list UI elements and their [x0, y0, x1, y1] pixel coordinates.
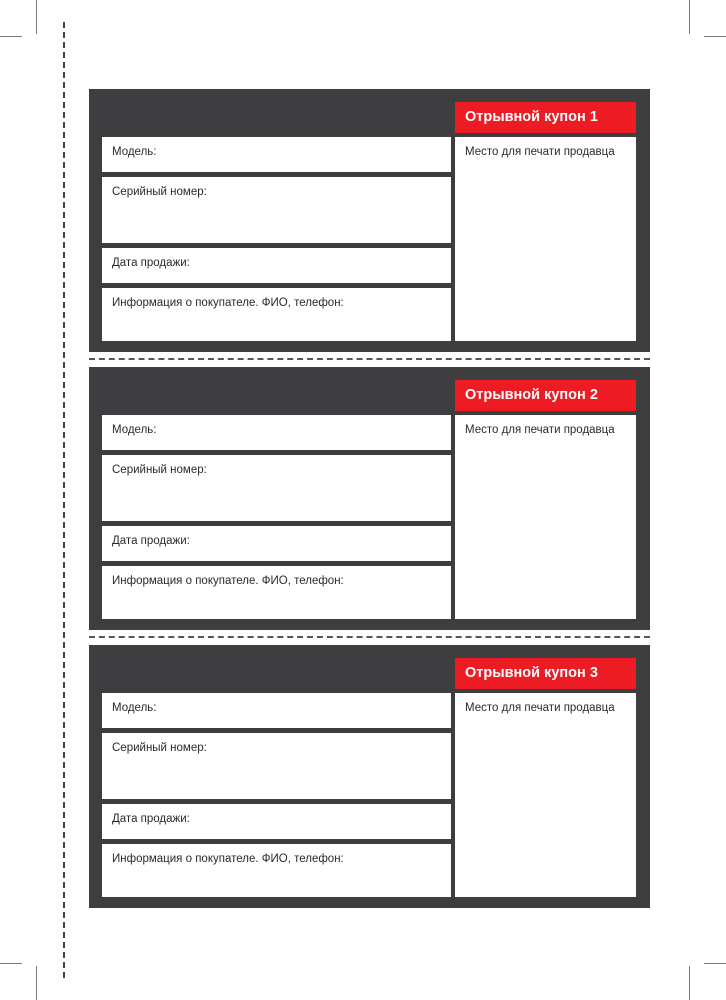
coupon-title: Отрывной купон 1 — [455, 102, 636, 133]
sale-date-field[interactable]: Дата продажи: — [102, 804, 451, 839]
cut-line-1 — [89, 358, 650, 360]
coupon-2 — [89, 367, 650, 630]
crop-mark-top-left-horizontal — [0, 36, 22, 37]
serial-number-field[interactable]: Серийный номер: — [102, 177, 451, 243]
crop-mark-bottom-left-vertical — [36, 966, 37, 1000]
crop-mark-top-right-horizontal — [704, 36, 726, 37]
sale-date-field[interactable]: Дата продажи: — [102, 526, 451, 561]
buyer-info-field[interactable]: Информация о покупателе. ФИО, телефон: — [102, 288, 451, 341]
coupon-3 — [89, 645, 650, 908]
model-field[interactable]: Модель: — [102, 415, 451, 450]
crop-mark-top-left-vertical — [36, 0, 37, 34]
model-field[interactable]: Модель: — [102, 137, 451, 172]
serial-number-field[interactable]: Серийный номер: — [102, 455, 451, 521]
crop-mark-top-right-vertical — [689, 0, 690, 34]
serial-number-field[interactable]: Серийный номер: — [102, 733, 451, 799]
coupon-title: Отрывной купон 3 — [455, 658, 636, 689]
seller-stamp-area: Место для печати продавца — [455, 415, 636, 619]
seller-stamp-area: Место для печати продавца — [455, 137, 636, 341]
seller-stamp-area: Место для печати продавца — [455, 693, 636, 897]
crop-mark-bottom-right-horizontal — [704, 963, 726, 964]
crop-mark-bottom-left-horizontal — [0, 963, 22, 964]
buyer-info-field[interactable]: Информация о покупателе. ФИО, телефон: — [102, 844, 451, 897]
binding-cut-line — [63, 22, 65, 978]
coupon-1 — [89, 89, 650, 352]
cut-line-2 — [89, 636, 650, 638]
coupon-title: Отрывной купон 2 — [455, 380, 636, 411]
crop-mark-bottom-right-vertical — [689, 966, 690, 1000]
model-field[interactable]: Модель: — [102, 693, 451, 728]
buyer-info-field[interactable]: Информация о покупателе. ФИО, телефон: — [102, 566, 451, 619]
sale-date-field[interactable]: Дата продажи: — [102, 248, 451, 283]
